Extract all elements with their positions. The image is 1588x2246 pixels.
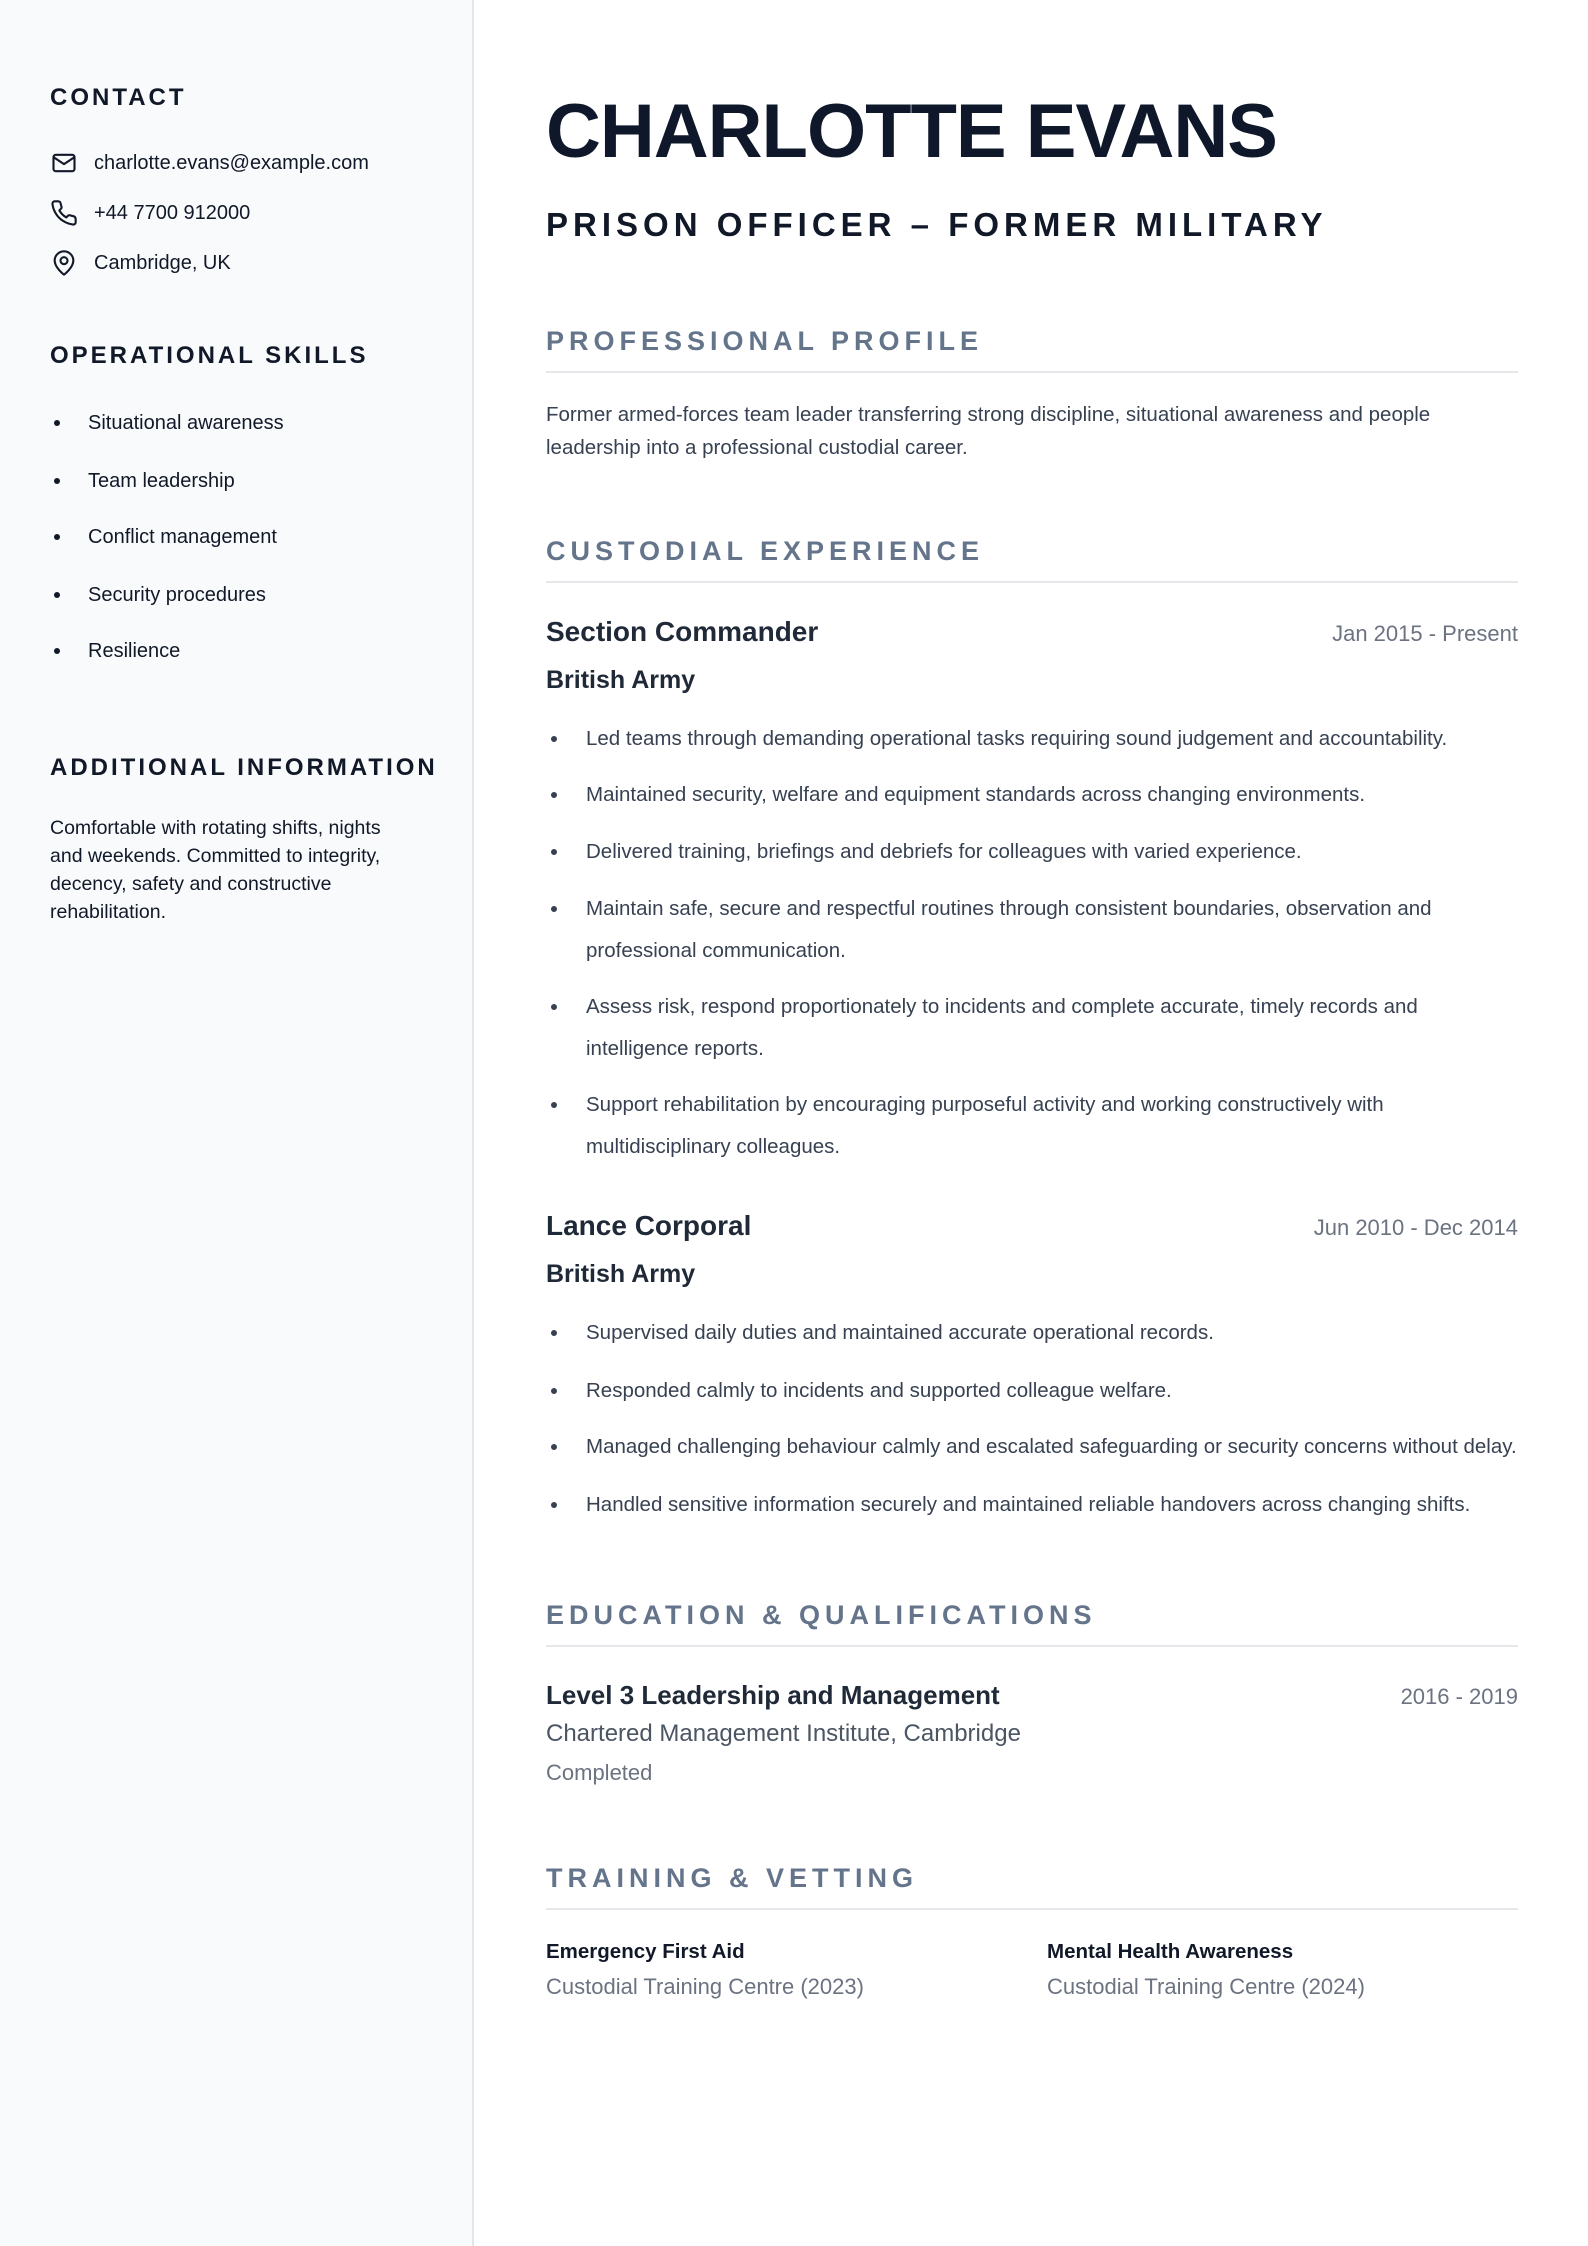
job-bullet: Maintain safe, secure and respectful routines through consistent boundaries, observation and professional communication.	[546, 888, 1518, 972]
email-text[interactable]: charlotte.evans@example.com	[94, 151, 369, 174]
bullet-dot	[551, 849, 557, 855]
education-status: Completed	[546, 1760, 653, 1785]
additional-text: Comfortable with rotating shifts, nights and weekends. Committed to integrity, decency, safety and constructive rehabilitation.	[50, 817, 381, 923]
job-role: Section Commander	[546, 616, 819, 647]
job-bullet: Assess risk, respond proportionately to incidents and complete accurate, timely records and intelligence reports.	[546, 986, 1518, 1070]
bullet-dot	[54, 592, 60, 598]
bullet-dot	[551, 1330, 557, 1336]
sidebar	[0, 0, 474, 2246]
skills-heading: OPERATIONAL SKILLS	[50, 342, 369, 369]
education-institution: Chartered Management Institute, Cambridge	[546, 1720, 1021, 1747]
job-role: Lance Corporal	[546, 1210, 752, 1241]
job-title: PRISON OFFICER – FORMER MILITARY	[546, 206, 1328, 243]
skill-item: Team leadership	[54, 466, 235, 496]
training-name: Mental Health Awareness	[1047, 1940, 1294, 1963]
phone-text[interactable]: +44 7700 912000	[94, 201, 251, 224]
bullet-dot	[551, 1004, 557, 1010]
job-employer: British Army	[546, 666, 696, 694]
training-item	[546, 1940, 1016, 2000]
bullet-dot	[54, 534, 60, 540]
skill-item: Resilience	[54, 636, 180, 666]
contact-phone	[50, 198, 250, 228]
education-heading: EDUCATION & QUALIFICATIONS	[546, 1600, 1518, 1647]
contact-email	[50, 148, 369, 178]
bullet-dot	[551, 1388, 557, 1394]
job-bullet: Delivered training, briefings and debriefs for colleagues with varied experience.	[546, 831, 1518, 873]
job-employer: British Army	[546, 1260, 696, 1288]
job-bullet: Maintained security, welfare and equipment standards across changing environments.	[546, 774, 1518, 816]
bullet-dot	[551, 1102, 557, 1108]
training-heading: TRAINING & VETTING	[546, 1863, 1518, 1910]
job-bullet: Handled sensitive information securely and maintained reliable handovers across changing shifts.	[546, 1484, 1518, 1526]
profile-text: Former armed-forces team leader transferring strong discipline, situational awareness and people leadership into a professional custodial career.	[546, 403, 1431, 459]
phone-icon	[50, 199, 78, 227]
training-org: Custodial Training Centre (2023)	[546, 1974, 864, 1999]
profile-heading: PROFESSIONAL PROFILE	[546, 326, 1518, 373]
contact-location	[50, 248, 231, 278]
bullet-dot	[551, 1444, 557, 1450]
job-dates: Jun 2010 - Dec 2014	[1313, 1215, 1518, 1240]
job-header	[546, 616, 1518, 648]
job-bullet: Managed challenging behaviour calmly and escalated safeguarding or security concerns without delay.	[546, 1426, 1518, 1468]
job-bullet: Supervised daily duties and maintained accurate operational records.	[546, 1312, 1518, 1354]
job-dates: Jan 2015 - Present	[1332, 621, 1518, 646]
job-bullet: Led teams through demanding operational tasks requiring sound judgement and accountability.	[546, 718, 1518, 760]
skill-item: Situational awareness	[54, 408, 284, 438]
bullet-dot	[551, 906, 557, 912]
skill-item: Security procedures	[54, 580, 266, 610]
bullet-dot	[551, 792, 557, 798]
bullet-dot	[551, 736, 557, 742]
location-text: Cambridge, UK	[94, 251, 231, 274]
job-header	[546, 1210, 1518, 1242]
job-bullet: Support rehabilitation by encouraging purposeful activity and working constructively with multidisciplinary colleagues.	[546, 1084, 1518, 1168]
contact-heading: CONTACT	[50, 84, 187, 111]
envelope-icon	[50, 149, 78, 177]
bullet-dot	[551, 1502, 557, 1508]
bullet-dot	[54, 648, 60, 654]
training-name: Emergency First Aid	[546, 1940, 745, 1963]
education-header	[546, 1680, 1518, 1711]
skill-item: Conflict management	[54, 522, 277, 552]
training-item	[1047, 1940, 1517, 2000]
qualification-name: Level 3 Leadership and Management	[546, 1680, 1000, 1710]
bullet-dot	[54, 420, 60, 426]
job-bullet: Responded calmly to incidents and supported colleague welfare.	[546, 1370, 1518, 1412]
training-org: Custodial Training Centre (2024)	[1047, 1974, 1365, 1999]
additional-heading: ADDITIONAL INFORMATION	[50, 754, 438, 781]
location-pin-icon	[50, 249, 78, 277]
bullet-dot	[54, 478, 60, 484]
education-dates: 2016 - 2019	[1400, 1684, 1518, 1709]
candidate-name: CHARLOTTE EVANS	[546, 89, 1277, 174]
experience-heading: CUSTODIAL EXPERIENCE	[546, 536, 1518, 583]
